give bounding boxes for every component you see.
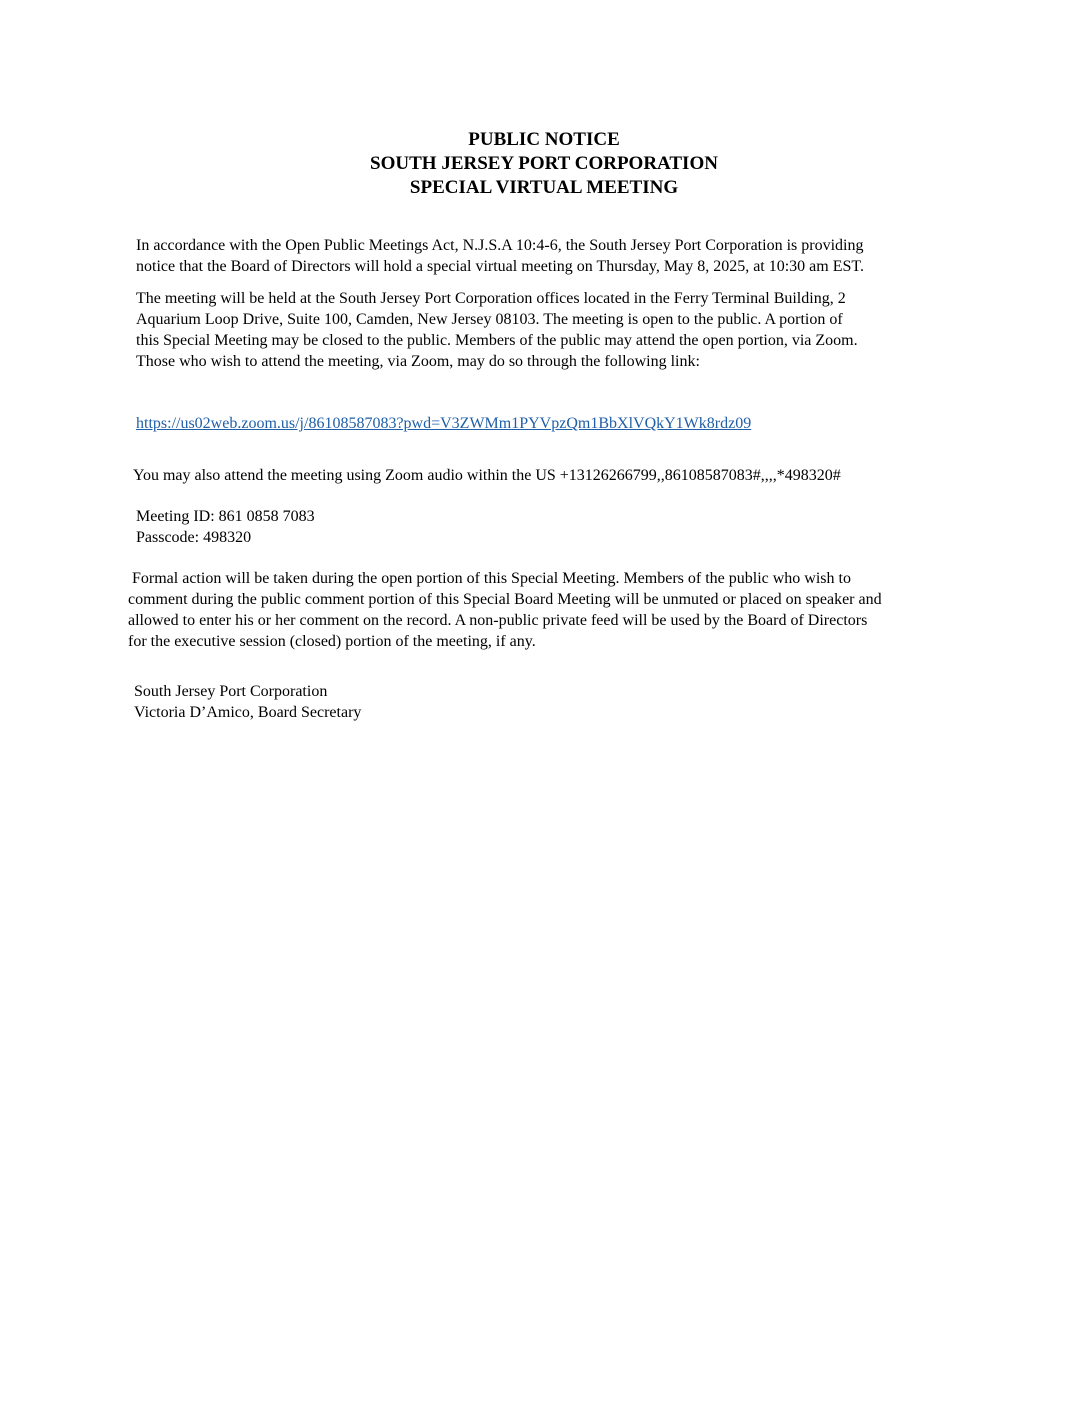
signature-block xyxy=(134,681,361,723)
paragraph-line: this Special Meeting may be closed to the public. Members of the public may attend the open portion, via Zoom. xyxy=(136,332,858,349)
signature-organization: South Jersey Port Corporation xyxy=(134,683,328,700)
meeting-id: Meeting ID: 861 0858 7083 xyxy=(136,508,315,525)
notice-paragraph-location xyxy=(136,288,858,372)
meeting-passcode: Passcode: 498320 xyxy=(136,529,252,546)
paragraph-line: Those who wish to attend the meeting, via Zoom, may do so through the following link: xyxy=(136,353,700,370)
notice-paragraph-formal-action xyxy=(128,568,882,652)
notice-heading xyxy=(0,128,1088,200)
paragraph-line: Aquarium Loop Drive, Suite 100, Camden, New Jersey 08103. The meeting is open to the public. A portion of xyxy=(136,311,843,328)
paragraph-line: comment during the public comment portion of this Special Board Meeting will be unmuted or placed on speaker and xyxy=(128,591,882,608)
paragraph-line: The meeting will be held at the South Jersey Port Corporation offices located in the Ferry Terminal Building, 2 xyxy=(136,290,846,307)
zoom-link-block xyxy=(136,413,751,434)
heading-public-notice: PUBLIC NOTICE xyxy=(468,129,620,150)
paragraph-line: Formal action will be taken during the open portion of this Special Meeting. Members of the public who wish to xyxy=(132,570,851,587)
meeting-credentials xyxy=(136,506,315,548)
audio-dial-in-text: You may also attend the meeting using Zoom audio within the US +13126266799,,86108587083#,,,,*498320# xyxy=(133,467,841,484)
signature-name: Victoria D’Amico, Board Secretary xyxy=(134,704,362,721)
paragraph-line: for the executive session (closed) portion of the meeting, if any. xyxy=(128,633,536,650)
paragraph-line: In accordance with the Open Public Meetings Act, N.J.S.A 10:4-6, the South Jersey Port Corporation is providing xyxy=(136,237,864,254)
heading-meeting-type: SPECIAL VIRTUAL MEETING xyxy=(409,177,679,198)
paragraph-line: notice that the Board of Directors will hold a special virtual meeting on Thursday, May 8, 2025, at 10:30 am EST. xyxy=(136,258,864,275)
notice-paragraph-intro xyxy=(136,235,864,277)
zoom-meeting-link[interactable]: https://us02web.zoom.us/j/86108587083?pwd=V3ZWMm1PYVpzQm1BbXlVQkY1Wk8rdz09 xyxy=(136,415,752,432)
audio-dial-in xyxy=(133,465,841,486)
heading-organization: SOUTH JERSEY PORT CORPORATION xyxy=(370,153,718,174)
paragraph-line: allowed to enter his or her comment on the record. A non-public private feed will be used by the Board of Directors xyxy=(128,612,868,629)
